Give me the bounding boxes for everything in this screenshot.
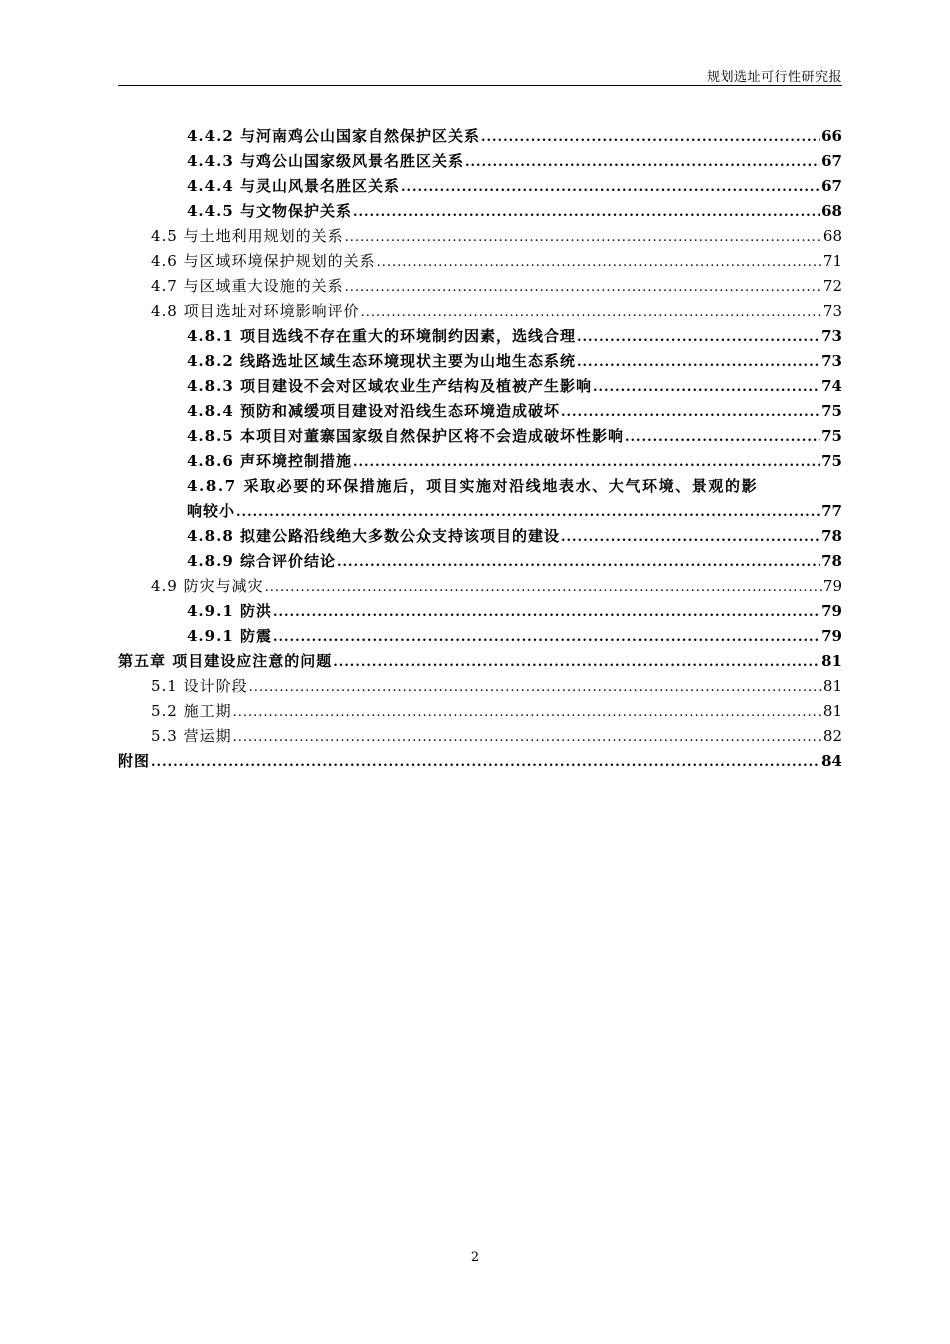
toc-entry-title: 4.9 防灾与减灾 [151,577,264,595]
toc-entry[interactable] [118,524,842,549]
toc-entry-page: 68 [821,202,842,220]
toc-entry-page: 73 [821,352,842,370]
toc-entry-title: 4.8.8 拟建公路沿线绝大多数公众支持该项目的建设 [187,527,560,545]
toc-leader-dots [577,325,820,350]
toc-entry[interactable] [118,549,842,574]
toc-entry-title: 4.5 与土地利用规划的关系 [151,227,344,245]
toc-entry-page: 71 [822,252,842,270]
toc-entry-title-line2: 响较小 [187,502,236,520]
toc-entry[interactable] [118,174,842,199]
toc-group-before [118,124,842,474]
toc-entry-page: 68 [822,227,842,245]
toc-entry-title: 4.8.6 声环境控制措施 [187,452,352,470]
toc-leader-dots [345,225,822,250]
toc-entry-page: 75 [821,402,842,420]
toc-entry-line2 [118,499,842,524]
toc-entry[interactable] [118,224,842,249]
toc-entry-page: 79 [821,602,842,620]
toc-leader-dots [361,300,822,325]
toc-entry-title: 4.7 与区域重大设施的关系 [151,277,344,295]
toc-leader-dots [353,200,820,225]
toc-entry-title: 4.4.5 与文物保护关系 [187,202,352,220]
toc-leader-dots [151,750,820,775]
toc-entry[interactable] [118,424,842,449]
toc-entry-title: 5.1 设计阶段 [151,677,248,695]
toc-entry-page: 73 [822,302,842,320]
toc-leader-dots [337,550,820,575]
toc-entry-title: 4.9.1 防震 [187,627,272,645]
toc-entry-page: 78 [821,552,842,570]
toc-leader-dots [236,500,820,525]
toc-entry-title: 4.8 项目选址对环境影响评价 [151,302,360,320]
toc-leader-dots [233,725,822,750]
toc-entry-page: 67 [821,152,842,170]
toc-leader-dots [577,350,820,375]
toc-leader-dots [233,700,822,725]
toc-entry-page: 72 [822,277,842,295]
toc-entry[interactable] [118,599,842,624]
toc-leader-dots [481,125,820,150]
toc-entry-title: 4.9.1 防洪 [187,602,272,620]
toc-entry-title: 4.4.3 与鸡公山国家级风景名胜区关系 [187,152,464,170]
toc-leader-dots [593,375,820,400]
toc-entry[interactable] [118,374,842,399]
toc-entry[interactable] [118,199,842,224]
toc-entry-title: 5.2 施工期 [151,702,232,720]
toc-entry-title: 4.8.9 综合评价结论 [187,552,336,570]
toc-leader-dots [561,525,820,550]
toc-entry-title: 4.8.4 预防和减缓项目建设对沿线生态环境造成破坏 [187,402,560,420]
toc-entry-title: 4.6 与区域环境保护规划的关系 [151,252,376,270]
toc-entry[interactable] [118,649,842,674]
toc-entry-page: 81 [822,702,842,720]
toc-entry-page: 81 [822,677,842,695]
toc-entry-wrapped[interactable] [118,474,842,524]
toc-leader-dots [401,175,820,200]
toc-entry[interactable] [118,249,842,274]
toc-entry[interactable] [118,299,842,324]
toc-entry-page: 66 [821,127,842,145]
toc-entry-title: 第五章 项目建设应注意的问题 [118,652,333,670]
toc-entry[interactable] [118,699,842,724]
toc-entry-title: 4.8.5 本项目对董寨国家级自然保护区将不会造成破坏性影响 [187,427,624,445]
page-number: 2 [470,1250,480,1265]
toc-leader-dots [625,425,820,450]
toc-leader-dots [345,275,822,300]
toc-leader-dots [377,250,822,275]
toc-leader-dots [353,450,820,475]
toc-entry-page: 67 [821,177,842,195]
toc-leader-dots [465,150,820,175]
toc-entry[interactable] [118,449,842,474]
toc-entry-title: 4.4.4 与灵山风景名胜区关系 [187,177,400,195]
toc-group-after [118,524,842,774]
toc-entry-page: 74 [821,377,842,395]
toc-entry[interactable] [118,274,842,299]
toc-leader-dots [333,650,820,675]
toc-entry-title-line1: 4.8.7 采取必要的环保措施后，项目实施对沿线地表水、大气环境、景观的影 [187,477,759,495]
toc-leader-dots [265,575,822,600]
toc-entry-title: 4.4.2 与河南鸡公山国家自然保护区关系 [187,127,480,145]
toc-leader-dots [273,625,820,650]
toc-entry-page: 78 [821,527,842,545]
toc-entry-page: 84 [821,752,842,770]
toc-entry[interactable] [118,624,842,649]
toc-entry-page: 79 [821,627,842,645]
toc-entry[interactable] [118,724,842,749]
toc-entry-page: 73 [821,327,842,345]
toc-entry[interactable] [118,149,842,174]
toc-entry[interactable] [118,574,842,599]
toc-entry-page: 75 [821,452,842,470]
toc-entry[interactable] [118,674,842,699]
toc-entry-page: 77 [821,502,842,520]
toc-entry-page: 81 [821,652,842,670]
toc-entry[interactable] [118,124,842,149]
toc-entry[interactable] [118,749,842,774]
table-of-contents [118,124,842,774]
toc-leader-dots [561,400,820,425]
toc-entry[interactable] [118,324,842,349]
running-header: 规划选址可行性研究报 [706,70,842,85]
toc-entry-title: 4.8.1 项目选线不存在重大的环境制约因素，选线合理 [187,327,576,345]
toc-entry-title: 4.8.3 项目建设不会对区域农业生产结构及植被产生影响 [187,377,592,395]
toc-entry-page: 79 [822,577,842,595]
toc-entry-title: 5.3 营运期 [151,727,232,745]
toc-entry[interactable] [118,349,842,374]
toc-entry-page: 75 [821,427,842,445]
toc-entry-title: 4.8.2 线路选址区域生态环境现状主要为山地生态系统 [187,352,576,370]
toc-entry-page: 82 [822,727,842,745]
header-rule [118,85,842,86]
toc-leader-dots [273,600,820,625]
toc-entry[interactable] [118,399,842,424]
toc-leader-dots [249,675,822,700]
toc-entry-title: 附图 [118,752,151,770]
